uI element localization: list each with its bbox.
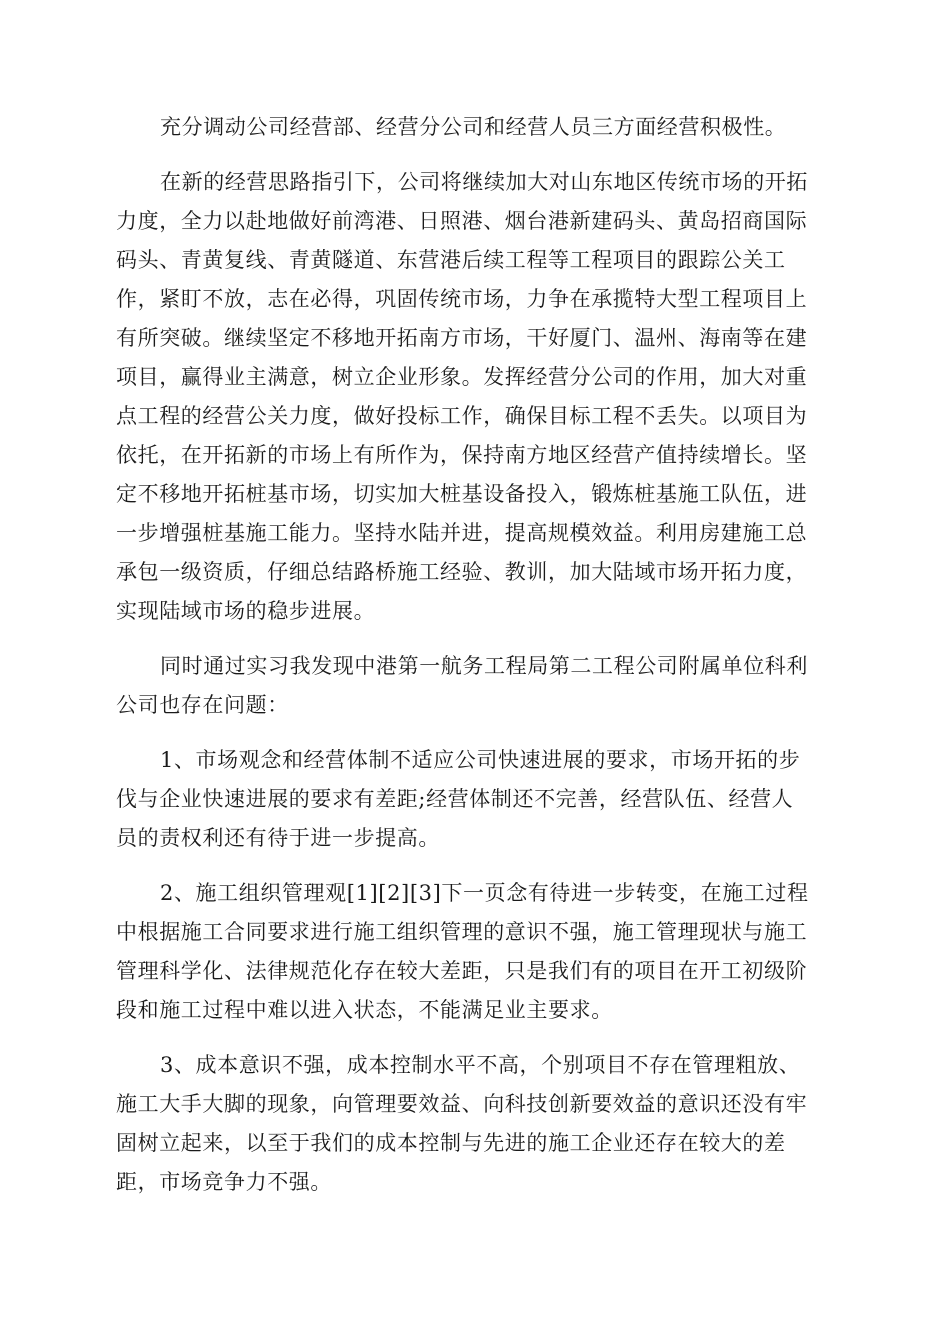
paragraph-line: 码头、青黄复线、青黄隧道、东营港后续工程等工程项目的跟踪公关工 [116,248,786,272]
paragraph-2 [116,163,838,631]
paragraph-line: 管理科学化、法律规范化存在较大差距，只是我们有的项目在开工初级阶 [116,959,808,983]
paragraph-issue-2 [116,874,838,1030]
paragraph-line: 段和施工过程中难以进入状态，不能满足业主要求。 [116,998,613,1022]
paragraph-3 [116,647,838,725]
paragraph-line: 1、市场观念和经营体制不适应公司快速进展的要求，市场开拓的步 [160,748,801,772]
paragraph-line: 一步增强桩基施工能力。坚持水陆并进，提高规模效益。利用房建施工总 [116,521,808,545]
paragraph-line: 距，市场竞争力不强。 [116,1170,332,1194]
paragraph-issue-3 [116,1046,838,1202]
paragraph-line: 有所突破。继续坚定不移地开拓南方市场，干好厦门、温州、海南等在建 [116,326,808,350]
paragraph-line: 作，紧盯不放，志在必得，巩固传统市场，力争在承揽特大型工程项目上 [116,287,808,311]
paragraph-line: 项目，赢得业主满意，树立企业形象。发挥经营分公司的作用，加大对重 [116,365,808,389]
paragraph-line: 同时通过实习我发现中港第一航务工程局第二工程公司附属单位科利 [160,654,808,678]
paragraph-line: 施工大手大脚的现象，向管理要效益、向科技创新要效益的意识还没有牢 [116,1092,808,1116]
paragraph-line: 公司也存在问题： [116,693,289,717]
paragraph-1 [116,108,838,147]
paragraph-line: 定不移地开拓桩基市场，切实加大桩基设备投入，锻炼桩基施工队伍，进 [116,482,808,506]
paragraph-line: 实现陆域市场的稳步进展。 [116,599,376,623]
paragraph-line: 3、成本意识不强，成本控制水平不高，个别项目不存在管理粗放、 [160,1053,801,1077]
paragraph-line: 2、施工组织管理观[1][2][3]下一页念有待进一步转变，在施工过程 [160,881,809,905]
paragraph-line: 固树立起来，以至于我们的成本控制与先进的施工企业还存在较大的差 [116,1131,786,1155]
paragraph-line: 承包一级资质，仔细总结路桥施工经验、教训，加大陆域市场开拓力度， [116,560,808,584]
paragraph-line: 依托，在开拓新的市场上有所作为，保持南方地区经营产值持续增长。坚 [116,443,808,467]
paragraph-line: 员的责权利还有待于进一步提高。 [116,826,440,850]
paragraph-line: 充分调动公司经营部、经营分公司和经营人员三方面经营积极性。 [160,115,787,139]
paragraph-line: 点工程的经营公关力度，做好投标工作，确保目标工程不丢失。以项目为 [116,404,808,428]
paragraph-issue-1 [116,741,838,858]
document-page [116,108,838,1218]
paragraph-line: 伐与企业快速进展的要求有差距;经营体制还不完善，经营队伍、经营人 [116,787,794,811]
paragraph-line: 中根据施工合同要求进行施工组织管理的意识不强，施工管理现状与施工 [116,920,808,944]
paragraph-line: 力度，全力以赴地做好前湾港、日照港、烟台港新建码头、黄岛招商国际 [116,209,808,233]
paragraph-line: 在新的经营思路指引下，公司将继续加大对山东地区传统市场的开拓 [160,170,808,194]
